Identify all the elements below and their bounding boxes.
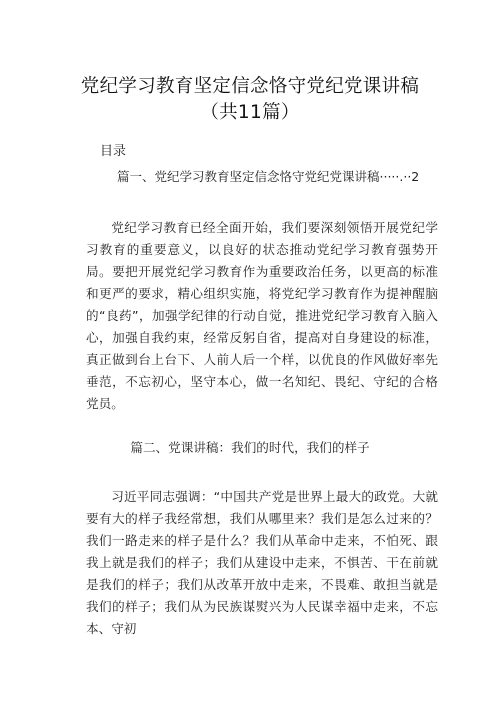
document-title-count: （共11篇） [200,102,300,123]
toc-entry[interactable]: 篇一、党纪学习教育坚定信念恪守党纪党课讲稿·····.··2 [117,169,420,184]
section-heading: 篇二、党课讲稿：我们的时代，我们的样子 [130,440,370,455]
toc-heading: 目录 [100,144,127,159]
body-paragraph: 党纪学习教育已经全面开始，我们要深刻领悟开展党纪学习教育的重要意义，以良好的状态推动党纪学习教育强势开局。要把开展党纪学习教育作为重要政治任务，以更高的标准和更严的要求，精心组织实施，将党纪学习教育作为提神醒脑的“良药”，加强学纪律的行动自觉，推进党纪学习教育入脑入心，加强自我约束，经常反躬自省，提高对自身建设的标准，真正做到台上台下、人前人后一个样，以优良的作风做好率先垂范，不忘初心，坚守本心，做一名知纪、畏纪、守纪的合格党员。 [86,220,438,411]
document-title: 党纪学习教育坚定信念恪守党纪党课讲稿 [80,76,420,97]
body-paragraph: 习近平同志强调：“中国共产党是世界上最大的政党。大就要有大的样子我经常想，我们从哪里来？我们是怎么过来的？我们一路走来的样子是什么？我们从革命中走来，不怕死、跟我上就是我们的样子；我们从建设中走来，不惧苦、干在前就是我们的样子；我们从改革开放中走来，不畏难、敢担当就是我们的样子；我们从为民族谋熨兴为人民谋幸福中走来，不忘本、守初 [86,489,438,636]
